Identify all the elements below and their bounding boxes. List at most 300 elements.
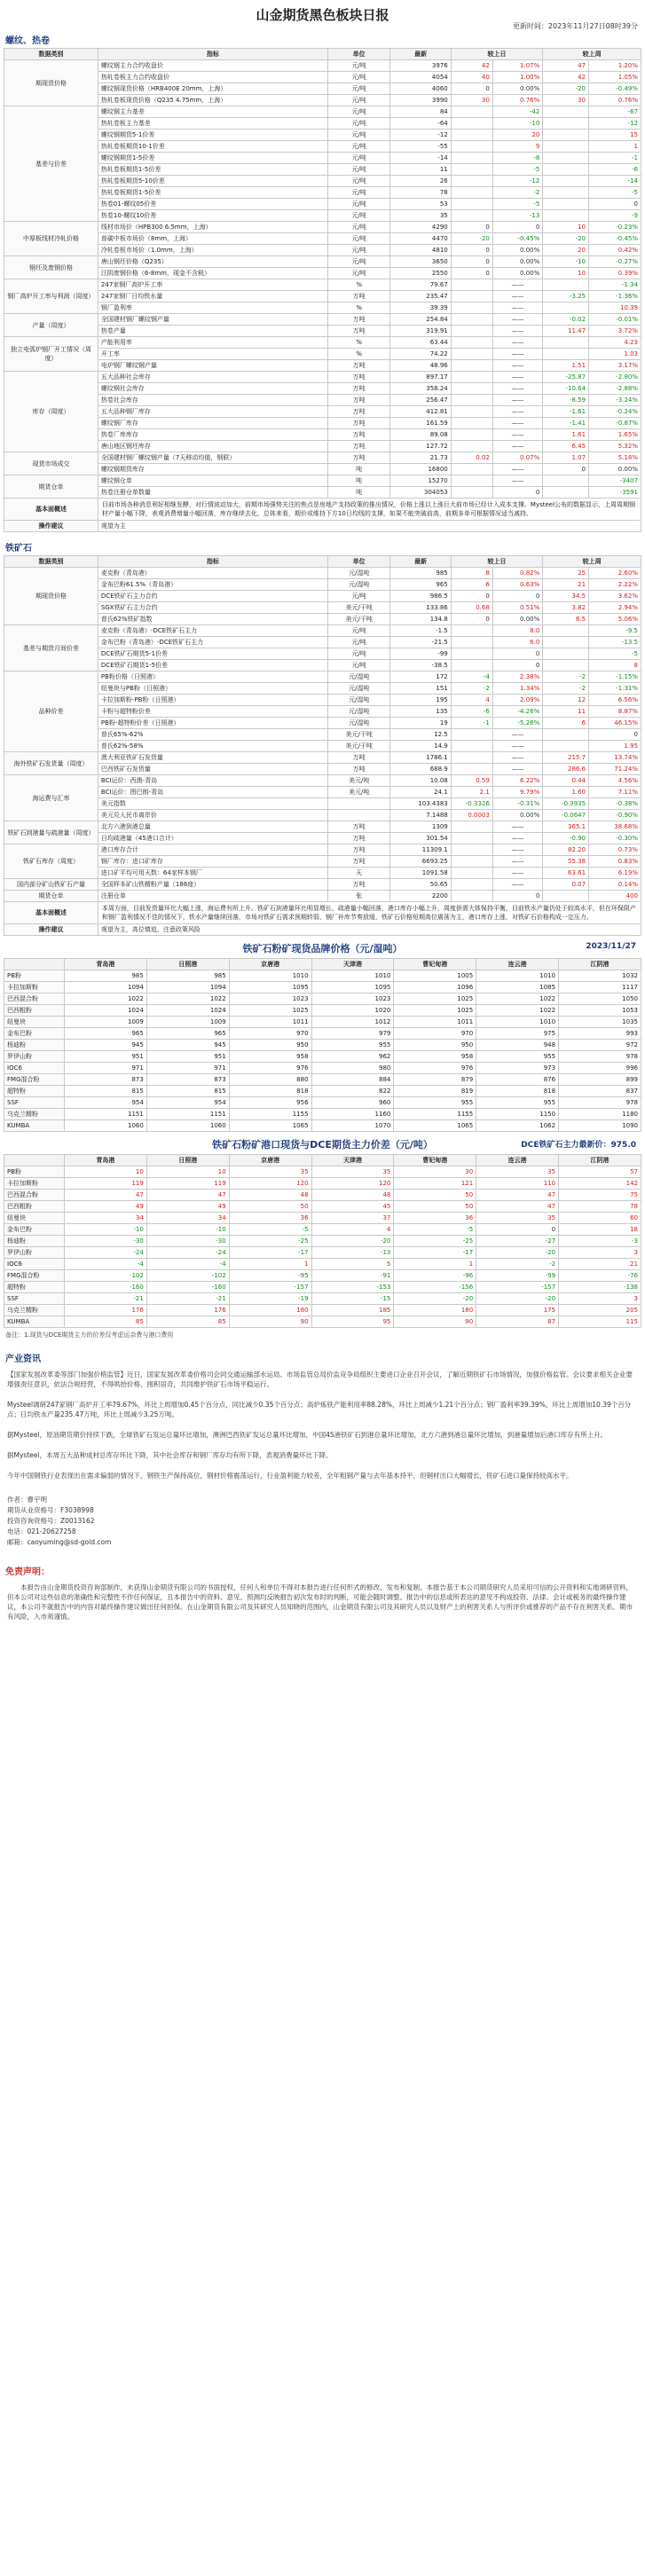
steel-day-change-cell: 30 (451, 95, 492, 106)
ore-header-cell: 最新 (390, 556, 451, 568)
steel-unit-cell: 元/吨 (327, 176, 390, 187)
ore-week-change-cell: 0.73% (589, 844, 641, 856)
steel-day-change-cell: 0 (451, 245, 492, 256)
ore_spread_matrix-value-cell: -156 (394, 1282, 476, 1293)
steel-day-change-cell: 20 (492, 130, 542, 141)
ore-category-cell: 国内部分矿山铁矿石产量 (4, 879, 98, 891)
ore-indicator-cell: 港口库存合计 (98, 844, 327, 856)
ore_price_matrix-row (4, 1040, 641, 1051)
ore_price_matrix-value-cell: 837 (559, 1086, 641, 1097)
steel-day-change-cell: -5 (492, 164, 542, 176)
steel-header-cell: 最新 (390, 49, 451, 60)
steel-day-change-cell: -10 (492, 118, 542, 130)
ore_spread_matrix-corner-cell (4, 1155, 65, 1166)
contact-line: 期货从业资格号：F3038998 (7, 1506, 94, 1514)
ore-table-row (4, 718, 641, 729)
steel-indicator-cell: 产能利用率 (98, 337, 327, 349)
ore-week-change-cell: 21 (543, 579, 589, 591)
ore-latest-cell: 10.08 (390, 775, 451, 787)
ore-table-row (4, 810, 641, 821)
ore-strategy-label: 操作建议 (4, 924, 98, 936)
steel-category-cell: 产量（周度） (4, 314, 98, 337)
ore-indicator-cell: 进口矿平均可用天数：64家样本钢厂 (98, 868, 327, 879)
ore-table-row (4, 660, 641, 671)
ore_price_matrix-value-cell: 1011 (394, 1017, 476, 1028)
steel-week-change-cell: 15 (589, 130, 641, 141)
ore-latest-cell: 1309 (390, 821, 451, 833)
ore-table-header (4, 556, 641, 568)
steel-week-change-cell: -1.34 (589, 279, 641, 291)
ore-table-row (4, 775, 641, 787)
ore-day-change-cell: 0.68 (451, 602, 492, 614)
ore-strategy-text: 观望为主，高位慎追，注意政策风险 (98, 924, 641, 936)
ore-price-matrix (4, 958, 641, 1132)
steel-day-change-cell: 0.76% (492, 95, 542, 106)
steel-week-change-cell: -0.49% (589, 83, 641, 95)
ore-category-cell: 海外铁矿石发货量（周度） (4, 752, 98, 775)
ore_spread_matrix-value-cell: 180 (394, 1305, 476, 1316)
ore-spread-matrix (4, 1154, 641, 1328)
steel-indicator-cell: 热卷产量 (98, 326, 327, 337)
ore-day-change-cell: 6.22% (492, 775, 542, 787)
ore_price_matrix-value-cell: 1094 (65, 982, 147, 993)
ore_price_matrix-value-cell: 1180 (559, 1109, 641, 1120)
ore_price_matrix-port-header: 青岛港 (65, 959, 147, 970)
ore-unit-cell: 元/湿吨 (327, 706, 390, 718)
ore-week-change-cell: 7.11% (589, 787, 641, 798)
steel-day-change-cell (451, 372, 492, 383)
steel-latest-cell: 4810 (390, 245, 451, 256)
ore-week-change-cell (543, 648, 589, 660)
ore-day-change-cell: -6 (451, 706, 492, 718)
ore-table-row (4, 614, 641, 625)
steel-week-change-cell: 0 (589, 199, 641, 210)
steel-week-change-cell: 30 (543, 95, 589, 106)
steel-day-change-cell: -0.45% (492, 233, 542, 245)
steel-unit-cell: 万吨 (327, 360, 390, 372)
ore-week-change-cell: -5 (589, 648, 641, 660)
steel-unit-cell: 万吨 (327, 395, 390, 406)
steel-unit-cell: 万吨 (327, 406, 390, 418)
steel-table-row (4, 452, 641, 464)
steel-day-change-cell (451, 395, 492, 406)
contact-line: 投资咨询资格号：Z0013162 (7, 1517, 95, 1525)
ore_price_matrix-value-cell: 1095 (311, 982, 394, 993)
ore_price_matrix-value-cell: 973 (476, 1063, 559, 1074)
steel-unit-cell: 万吨 (327, 418, 390, 429)
steel-day-change-cell: 1.07% (492, 60, 542, 72)
ore_spread_matrix-row (4, 1305, 641, 1316)
steel-week-change-cell: 1.61 (543, 429, 589, 441)
steel-week-change-cell: 0.42% (589, 245, 641, 256)
ore_price_matrix-value-cell: 884 (311, 1074, 394, 1086)
ore_price_matrix-row (4, 1028, 641, 1040)
steel-latest-cell: 3650 (390, 256, 451, 268)
steel-indicator-cell: 螺纹钢现货价格（HRB400E 20mm，上海） (98, 83, 327, 95)
steel-latest-cell: 161.59 (390, 418, 451, 429)
ore-unit-cell: 元/湿吨 (327, 683, 390, 695)
steel-day-change-cell (451, 314, 492, 326)
ore_spread_matrix-value-cell: -19 (229, 1293, 311, 1305)
ore-day-change-cell: 0.63% (492, 579, 542, 591)
ore-day-change-cell: 2.1 (451, 787, 492, 798)
ore-week-change-cell: 13.74% (589, 752, 641, 764)
ore-unit-cell: 元/吨 (327, 660, 390, 671)
ore_spread_matrix-value-cell: 119 (65, 1178, 147, 1190)
steel-week-change-cell: -0.87% (589, 418, 641, 429)
steel-week-change-cell (543, 337, 589, 349)
ore_price_matrix-row (4, 1074, 641, 1086)
steel-indicator-cell: 热卷01-螺纹05价差 (98, 199, 327, 210)
steel-category-cell: 独立电弧炉钢厂开工情况（周度） (4, 337, 98, 372)
steel-week-change-cell: -10.64 (543, 383, 589, 395)
ore_price_matrix-value-cell: 1010 (476, 970, 559, 982)
ore_spread_matrix-value-cell: -17 (229, 1247, 311, 1259)
ore-indicator-cell: 澳大利亚铁矿石发货量 (98, 752, 327, 764)
steel-week-change-cell: 0 (543, 464, 589, 475)
ore_price_matrix-value-cell: 1096 (394, 982, 476, 993)
ore_price_matrix-value-cell: 1090 (559, 1120, 641, 1132)
ore-day-change-cell: —— (492, 844, 542, 856)
steel-day-change-cell: —— (492, 429, 542, 441)
ore-latest-cell: 103.4383 (390, 798, 451, 810)
ore_spread_matrix-port-header: 青岛港 (65, 1155, 147, 1166)
ore_price_matrix-value-cell: 1025 (394, 993, 476, 1005)
ore_spread_matrix-value-cell: 121 (394, 1178, 476, 1190)
ore-week-change-cell: 2.60% (589, 568, 641, 579)
steel-week-change-cell: -3.25 (543, 291, 589, 302)
steel-unit-cell: 元/吨 (327, 256, 390, 268)
steel-table-row (4, 60, 641, 72)
ore-latest-cell: 24.1 (390, 787, 451, 798)
steel-week-change-cell: -67 (589, 106, 641, 118)
ore-latest-cell: 172 (390, 671, 451, 683)
news-item: 今年中国钢铁行业表现出在需求偏弱的情况下，钢铁生产保持高位，钢材价格震荡运行，行业盈利能力较差，全年粗钢产量与去年基本持平，但钢材出口大幅增长，铁矿石进口量保持较高水平。 (7, 1472, 573, 1480)
ore_spread_matrix-value-cell: 205 (559, 1305, 641, 1316)
ore-latest-cell: 11309.1 (390, 844, 451, 856)
steel-latest-cell: -12 (390, 130, 451, 141)
ore_spread_matrix-brand-label: IOC6 (4, 1259, 65, 1270)
steel-day-change-cell (451, 326, 492, 337)
steel-week-change-cell: -8.59 (543, 395, 589, 406)
ore_spread_matrix-port-header: 天津港 (311, 1155, 394, 1166)
ore_price_matrix-value-cell: 1085 (476, 982, 559, 993)
ore_spread_matrix-value-cell: 176 (65, 1305, 147, 1316)
ore-week-change-cell: 8.87% (589, 706, 641, 718)
steel-table-row (4, 418, 641, 429)
ore-week-change-cell: -0.0647 (543, 810, 589, 821)
ore-day-change-cell (451, 833, 492, 844)
steel-day-change-cell (451, 141, 492, 153)
ore-unit-cell: 美元/干吨 (327, 741, 390, 752)
steel-indicator-cell: 螺纹钢社会库存 (98, 383, 327, 395)
ore_spread_matrix-value-cell: 120 (229, 1178, 311, 1190)
ore-latest-cell: 14.9 (390, 741, 451, 752)
steel-week-change-cell: -0.01% (589, 314, 641, 326)
ore-table-row (4, 752, 641, 764)
report-header (4, 0, 641, 30)
ore-week-change-cell: 46.15% (589, 718, 641, 729)
steel-table-row (4, 326, 641, 337)
ore_spread_matrix-value-cell: 36 (229, 1213, 311, 1224)
ore_price_matrix-value-cell: 1155 (394, 1109, 476, 1120)
ore_spread_matrix-value-cell: 3 (559, 1247, 641, 1259)
ore-day-change-cell (451, 741, 492, 752)
steel-indicator-cell: 热卷注册仓单数量 (98, 487, 327, 499)
ore_price_matrix-value-cell: 993 (559, 1028, 641, 1040)
ore-day-change-cell: 6.0 (492, 637, 542, 648)
ore-indicator-cell: 日均疏港量（45港口合计） (98, 833, 327, 844)
ore_spread_matrix-row (4, 1166, 641, 1178)
ore_price_matrix-port-header: 连云港 (476, 959, 559, 970)
ore_spread_matrix-value-cell: 119 (146, 1178, 229, 1190)
steel-table-row (4, 199, 641, 210)
ore_spread_matrix-value-cell: 10 (146, 1166, 229, 1178)
steel-week-change-cell: 11.47 (543, 326, 589, 337)
steel-day-change-cell: 0.00% (492, 83, 542, 95)
steel-table-row (4, 475, 641, 487)
ore_spread_matrix-value-cell: -157 (229, 1282, 311, 1293)
steel-unit-cell: 吨 (327, 464, 390, 475)
steel-indicator-cell: 螺纹钢期货1-5价差 (98, 153, 327, 164)
ore_price_matrix-value-cell: 1095 (229, 982, 311, 993)
ore-indicator-cell: SGX铁矿石主力合约 (98, 602, 327, 614)
ore-unit-cell: 元/吨 (327, 591, 390, 602)
ore-indicator-cell: 巴西铁矿石发货量 (98, 764, 327, 775)
ore_spread_matrix-value-cell: 78 (559, 1201, 641, 1213)
ore-week-change-cell (543, 729, 589, 741)
steel-latest-cell: 84 (390, 106, 451, 118)
steel-table-row (4, 176, 641, 187)
ore-week-change-cell: 2.22% (589, 579, 641, 591)
ore_spread_matrix-port-header: 曹妃甸港 (394, 1155, 476, 1166)
ore_spread_matrix-value-cell: -20 (394, 1293, 476, 1305)
ore-table-row (4, 868, 641, 879)
ore-day-change-cell: 0.00% (492, 614, 542, 625)
report-title: 山金期货黑色板块日报 (256, 7, 389, 23)
steel-unit-cell: 元/吨 (327, 72, 390, 83)
steel-week-change-cell: 1.20% (589, 60, 641, 72)
steel-header-cell: 单位 (327, 49, 390, 60)
ore-category-cell: 铁矿石库存（周度） (4, 844, 98, 879)
steel-indicator-cell: 螺纹钢主力合约收盘价 (98, 60, 327, 72)
ore-unit-cell: 元/湿吨 (327, 568, 390, 579)
ore-header-cell: 较上日 (451, 556, 543, 568)
ore-week-change-cell: 8 (589, 660, 641, 671)
ore_spread_matrix-value-cell: 47 (65, 1190, 147, 1201)
steel-table-row (4, 302, 641, 314)
ore-price-matrix-body (4, 970, 641, 1132)
steel-category-cell: 现货市场成交 (4, 452, 98, 475)
ore-table-row (4, 798, 641, 810)
ore_spread_matrix-row (4, 1213, 641, 1224)
ore-day-change-cell: 0 (492, 648, 542, 660)
ore-spread-matrix-body (4, 1166, 641, 1328)
ore_price_matrix-value-cell: 1053 (559, 1005, 641, 1017)
steel-week-change-cell: 1.65% (589, 429, 641, 441)
ore_price_matrix-value-cell: 1035 (559, 1017, 641, 1028)
steel-unit-cell: 元/吨 (327, 118, 390, 130)
steel-table-row (4, 141, 641, 153)
steel-week-change-cell: -10 (543, 256, 589, 268)
ore-header-cell: 数据类别 (4, 556, 98, 568)
steel-table-row (4, 349, 641, 360)
steel-day-change-cell: -12 (492, 176, 542, 187)
ore-unit-cell: 万吨 (327, 821, 390, 833)
ore_price_matrix-value-cell: 978 (559, 1051, 641, 1063)
ore-day-change-cell: 0 (451, 591, 492, 602)
ore_price_matrix-value-cell: 979 (311, 1028, 394, 1040)
ore_price_matrix-row (4, 1120, 641, 1132)
ore-week-change-cell (543, 891, 589, 902)
steel-week-change-cell: 1.51 (543, 360, 589, 372)
ore_spread_matrix-value-cell: -30 (146, 1236, 229, 1247)
ore-day-change-cell (451, 868, 492, 879)
ore-day-change-cell (451, 648, 492, 660)
ore_spread_matrix-value-cell: 35 (311, 1166, 394, 1178)
ore_spread_matrix-value-cell: -10 (146, 1224, 229, 1236)
steel-table-row (4, 429, 641, 441)
steel-week-change-cell: -1.41 (543, 418, 589, 429)
ore_spread_matrix-value-cell: -157 (476, 1282, 559, 1293)
ore-unit-cell: 元/吨 (327, 625, 390, 637)
ore_spread_matrix-value-cell: 37 (311, 1213, 394, 1224)
ore_price_matrix-value-cell: 950 (229, 1040, 311, 1051)
ore-table-row (4, 695, 641, 706)
steel-day-change-cell (451, 199, 492, 210)
ore_spread_matrix-value-cell: -76 (559, 1270, 641, 1282)
steel-unit-cell: 元/吨 (327, 268, 390, 279)
ore-indicator-cell: DCE铁矿石期货5-1价差 (98, 648, 327, 660)
ore_spread_matrix-value-cell: -24 (146, 1247, 229, 1259)
ore_price_matrix-value-cell: 879 (394, 1074, 476, 1086)
ore_price_matrix-value-cell: 873 (146, 1074, 229, 1086)
ore_spread_matrix-value-cell: -10 (65, 1224, 147, 1236)
steel-header-cell: 指标 (98, 49, 327, 60)
ore_price_matrix-value-cell: 1009 (146, 1017, 229, 1028)
ore-day-change-cell (451, 660, 492, 671)
ore-day-change-cell (451, 752, 492, 764)
ore-week-change-cell: 6.5 (543, 614, 589, 625)
steel-unit-cell: 万吨 (327, 291, 390, 302)
steel-table-row (4, 314, 641, 326)
ore-day-change-cell: 2.09% (492, 695, 542, 706)
steel-week-change-cell: -1 (589, 153, 641, 164)
contact-line: 电话：021-20627258 (7, 1528, 76, 1535)
ore_price_matrix-corner-cell (4, 959, 65, 970)
steel-table-row (4, 337, 641, 349)
ore_price_matrix-value-cell: 955 (476, 1097, 559, 1109)
ore-price-matrix-date: 2023/11/27 (586, 942, 636, 951)
ore-week-change-cell: 215.7 (543, 752, 589, 764)
ore-table-row (4, 671, 641, 683)
steel-unit-cell: 元/吨 (327, 130, 390, 141)
ore_price_matrix-value-cell: 958 (229, 1051, 311, 1063)
news-item: 据Mysteel，原油期货期价持续下跌，全球铁矿石发运总量环比增加，澳洲巴西铁矿发运总量环比增加，中国45港铁矿石到港总量环比增加，北方六港到港总量环比增加，到港量增加后港口库存有所上升。 (7, 1431, 608, 1439)
ore_price_matrix-value-cell: 1117 (559, 982, 641, 993)
ore_spread_matrix-value-cell: -153 (311, 1282, 394, 1293)
steel-week-change-cell: -0.45% (589, 233, 641, 245)
steel-day-change-cell: 0 (492, 487, 542, 499)
ore_spread_matrix-value-cell: 35 (229, 1166, 311, 1178)
steel-week-change-cell: -1.36% (589, 291, 641, 302)
ore-table-row (4, 602, 641, 614)
disclaimer-text: 本报告由山金期货投资咨询部制作，未获得山金期货有限公司的书面授权，任何人和单位不得对本报告进行任何形式的修改、发布和复制。本报告基于本公司期货研究人员采用可信的公开资料和实地调研资料，但本公司对这些信息的准确性和完整性不作任何保证，且本报告中的资料、意见、预测均反映报告初次发布时的判断，可能会随时调整。报告中的信息或所表达的意见不构成投资、法律、会计或税务的最终操作建议，本公司不就报告中的内容对最终操作建议做出任何担保。在山金期货有限公司及其研究人员知晓的范围内，山金期货有限公司及其研究人员以及财产上的利害关系人与所评价或推荐的产品不存在利害关系。期市有风险，入市须谨慎。 (7, 1583, 633, 1621)
ore-day-change-cell (451, 625, 492, 637)
ore_price_matrix-brand-label: FMG混合粉 (4, 1074, 65, 1086)
ore_price_matrix-value-cell: 956 (229, 1097, 311, 1109)
ore-view-row (4, 902, 641, 924)
ore-indicator-cell: 全国样本矿山铁精粉产量（186座） (98, 879, 327, 891)
ore_price_matrix-row (4, 1097, 641, 1109)
steel-day-change-cell: 0.02 (451, 452, 492, 464)
ore-unit-cell: 元/湿吨 (327, 579, 390, 591)
ore_price_matrix-value-cell: 815 (65, 1086, 147, 1097)
ore-week-change-cell: 63.61 (543, 868, 589, 879)
steel-week-change-cell (543, 279, 589, 291)
ore-table-body (4, 568, 641, 902)
ore-latest-cell: -99 (390, 648, 451, 660)
steel-week-change-cell: 6.45 (543, 441, 589, 452)
ore_spread_matrix-row (4, 1224, 641, 1236)
steel-week-change-cell: 20 (543, 245, 589, 256)
steel-day-change-cell: -8 (492, 153, 542, 164)
steel-week-change-cell (543, 106, 589, 118)
ore_spread_matrix-brand-label: KUMBA (4, 1316, 65, 1328)
ore_spread_matrix-value-cell: 185 (311, 1305, 394, 1316)
ore-day-change-cell: —— (492, 821, 542, 833)
ore_spread_matrix-value-cell: -2 (476, 1259, 559, 1270)
steel-latest-cell: 254.84 (390, 314, 451, 326)
steel-week-change-cell (543, 199, 589, 210)
ore-unit-cell: 万吨 (327, 856, 390, 868)
steel-latest-cell: -14 (390, 153, 451, 164)
ore-price-matrix-header (4, 959, 641, 970)
ore_price_matrix-value-cell: 815 (146, 1086, 229, 1097)
steel-latest-cell: 4290 (390, 222, 451, 233)
ore_spread_matrix-value-cell: 115 (559, 1316, 641, 1328)
steel-latest-cell: 256.47 (390, 395, 451, 406)
steel-table-row (4, 72, 641, 83)
ore-indicator-cell: PB粉-超特粉价差（日照港） (98, 718, 327, 729)
ore-table-row (4, 787, 641, 798)
ore_spread_matrix-value-cell: 35 (476, 1166, 559, 1178)
ore_price_matrix-value-cell: 1009 (65, 1017, 147, 1028)
ore-week-change-cell: 365.1 (543, 821, 589, 833)
ore_price_matrix-brand-label: 巴西粗粉 (4, 1005, 65, 1017)
ore-latest-cell: 50.65 (390, 879, 451, 891)
ore_price_matrix-value-cell: 1151 (146, 1109, 229, 1120)
ore_price_matrix-value-cell: 1022 (146, 993, 229, 1005)
steel-table-row (4, 291, 641, 302)
ore_price_matrix-row (4, 982, 641, 993)
ore-header-cell: 单位 (327, 556, 390, 568)
ore-category-cell: 基差与期货月间价差 (4, 625, 98, 671)
ore-latest-cell: -1.5 (390, 625, 451, 637)
steel-day-change-cell (451, 360, 492, 372)
steel-week-change-cell (543, 176, 589, 187)
steel-unit-cell: 万吨 (327, 383, 390, 395)
steel-table-row (4, 487, 641, 499)
ore-day-change-cell: -5.26% (492, 718, 542, 729)
steel-table-row (4, 83, 641, 95)
steel-week-change-cell: -3591 (589, 487, 641, 499)
ore_spread_matrix-port-header: 京唐港 (229, 1155, 311, 1166)
steel-day-change-cell: -5 (492, 199, 542, 210)
steel-table-row (4, 245, 641, 256)
steel-indicator-cell: 螺纹钢主力基差 (98, 106, 327, 118)
steel-unit-cell: % (327, 337, 390, 349)
